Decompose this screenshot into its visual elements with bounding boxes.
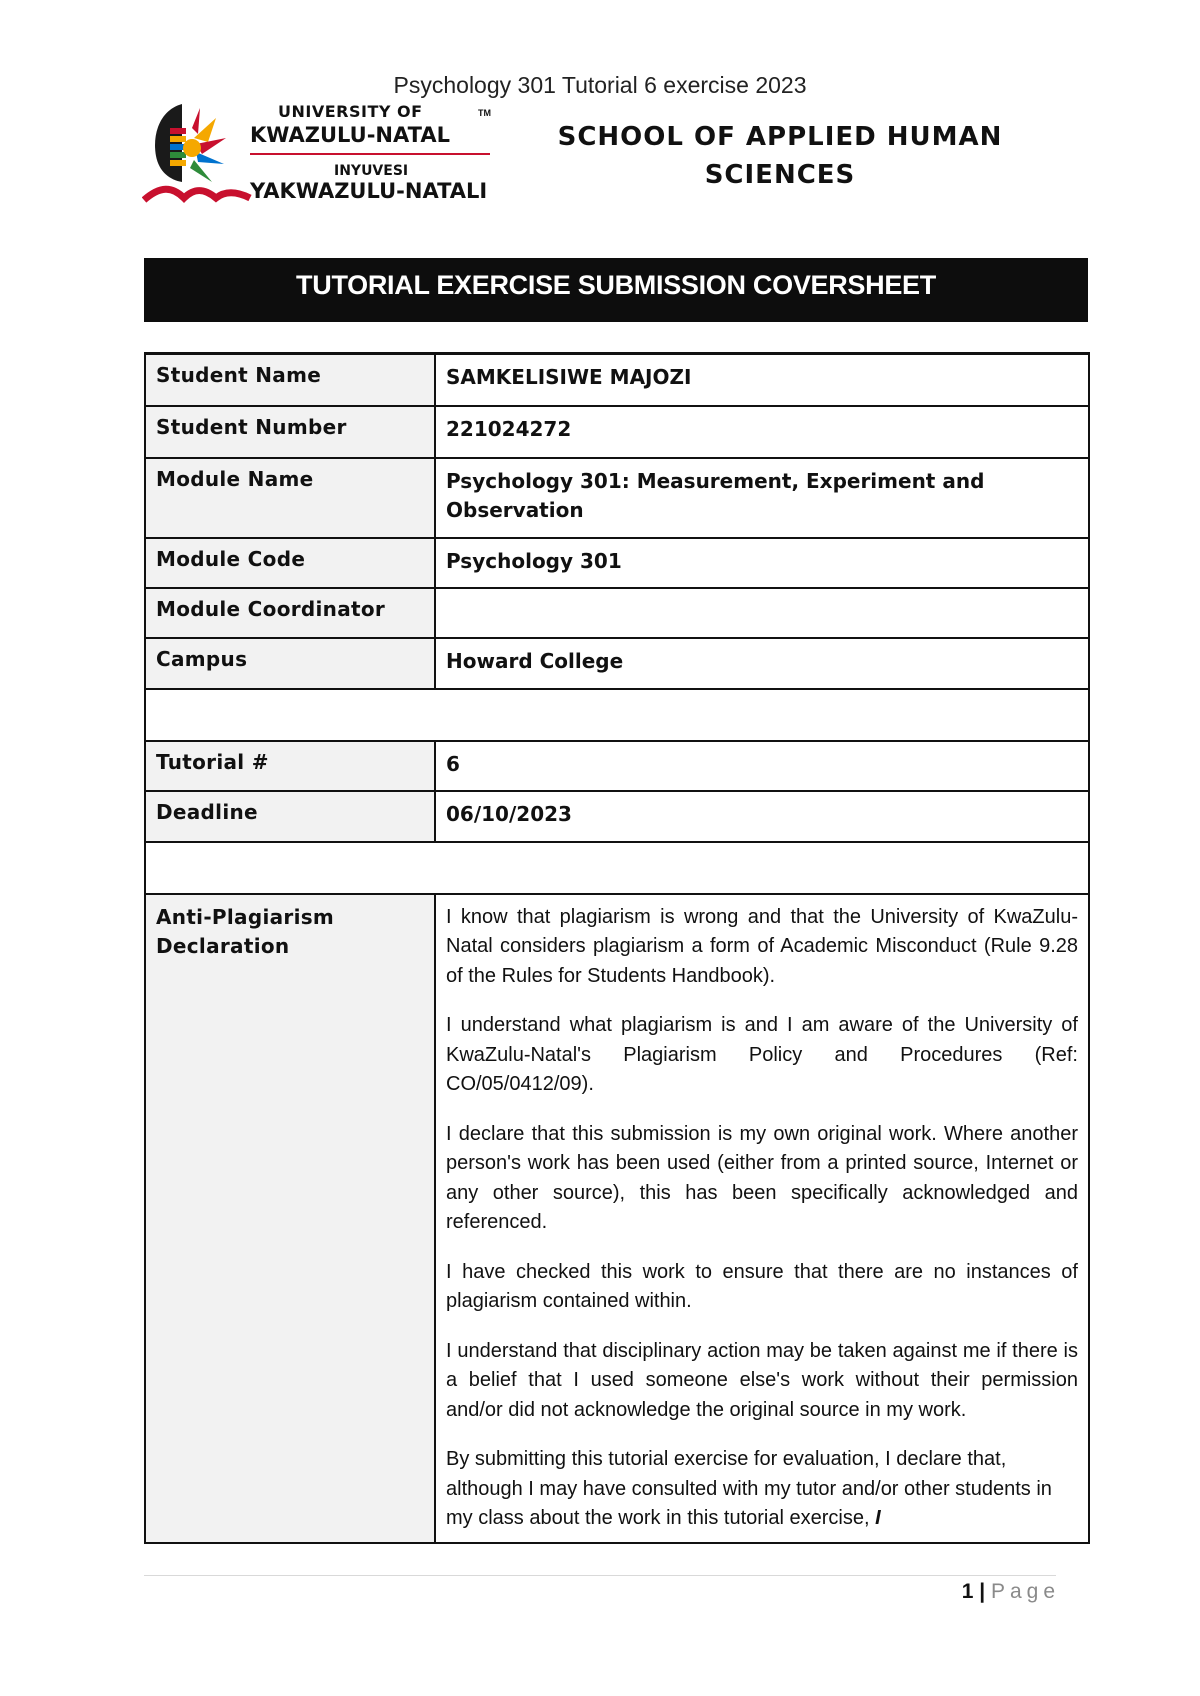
spacer-cell	[145, 689, 1089, 741]
page-number-separator: |	[973, 1580, 991, 1603]
table-row-spacer	[145, 689, 1089, 741]
school-name-line-1: SCHOOL OF APPLIED HUMAN	[557, 122, 1003, 152]
tutorial-number-label: Tutorial #	[145, 741, 435, 791]
student-name-value: SAMKELISIWE MAJOZI	[435, 354, 1089, 406]
table-row	[145, 741, 1089, 791]
page-word: Page	[990, 1580, 1060, 1603]
running-header: Psychology 301 Tutorial 6 exercise 2023	[393, 72, 807, 98]
table-row	[145, 354, 1089, 406]
table-row-spacer	[145, 842, 1089, 894]
table-row	[145, 458, 1089, 538]
student-number-value: 221024272	[435, 406, 1089, 458]
declaration-paragraph: I understand that disciplinary action may be taken against me if there is a belief that I used someone else's work without their permission and/or did not acknowledge the original source in my work.	[446, 1339, 1078, 1421]
table-row	[145, 406, 1089, 458]
logo-line-kwazulu-natal: KWAZULU-NATAL	[250, 123, 450, 147]
page-number-value: 1	[961, 1580, 974, 1603]
module-coordinator-value	[435, 588, 1089, 638]
page-number	[900, 1580, 1060, 1604]
declaration-paragraph-last	[446, 1445, 1078, 1534]
logo-line-yakwazulu-natali: YAKWAZULU-NATALI	[250, 179, 488, 203]
declaration-label: Anti-Plagiarism Declaration	[145, 894, 435, 1543]
school-name-line-2: SCIENCES	[704, 160, 856, 190]
module-code-label: Module Code	[145, 538, 435, 588]
coversheet-table	[144, 352, 1090, 1544]
logo-trademark: TM	[478, 108, 491, 118]
ukzn-emblem-icon	[142, 98, 252, 213]
table-row	[145, 538, 1089, 588]
table-row	[145, 791, 1089, 842]
spacer-cell	[145, 842, 1089, 894]
footer-divider	[144, 1575, 1056, 1576]
student-number-label: Student Number	[145, 406, 435, 458]
table-row	[145, 638, 1089, 689]
logo-line-inyuvesi: INYUVESI	[334, 163, 409, 179]
declaration-trailing-italic: I	[875, 1507, 881, 1529]
logo-divider	[250, 153, 490, 155]
school-name	[540, 118, 1020, 194]
table-row	[145, 894, 1089, 1543]
module-name-label: Module Name	[145, 458, 435, 538]
table-row	[145, 588, 1089, 638]
campus-value: Howard College	[435, 638, 1089, 689]
module-coordinator-label: Module Coordinator	[145, 588, 435, 638]
declaration-text	[435, 894, 1089, 1543]
declaration-paragraph-text: By submitting this tutorial exercise for evaluation, I declare that, although I may have consulted with my tutor and/or other students in my class about the work in this tutorial exercise,	[446, 1448, 1052, 1529]
declaration-paragraph: I declare that this submission is my own original work. Where another person's work has been used (either from a printed source, Internet or any other source), this has been specifically acknowledged and referenced.	[446, 1122, 1078, 1233]
module-name-value: Psychology 301: Measurement, Experiment and Observation	[435, 458, 1089, 538]
declaration-paragraph: I understand what plagiarism is and I am aware of the University of KwaZulu-Natal's Plagiarism Policy and Procedures (Ref: CO/05/0412/09).	[446, 1014, 1078, 1095]
module-code-value: Psychology 301	[435, 538, 1089, 588]
deadline-label: Deadline	[145, 791, 435, 842]
logo-wordmark	[250, 102, 500, 203]
declaration-paragraph: I have checked this work to ensure that there are no instances of plagiarism contained within.	[446, 1260, 1078, 1312]
student-name-label: Student Name	[145, 354, 435, 406]
coversheet-title-banner: TUTORIAL EXERCISE SUBMISSION COVERSHEET	[144, 258, 1088, 322]
tutorial-number-value: 6	[435, 741, 1089, 791]
declaration-paragraph: I know that plagiarism is wrong and that the University of KwaZulu-Natal considers plagiarism a form of Academic Misconduct (Rule 9.28 of the Rules for Students Handbook).	[446, 905, 1078, 987]
deadline-value: 06/10/2023	[435, 791, 1089, 842]
campus-label: Campus	[145, 638, 435, 689]
logo-line-university-of: UNIVERSITY OF	[278, 102, 423, 121]
